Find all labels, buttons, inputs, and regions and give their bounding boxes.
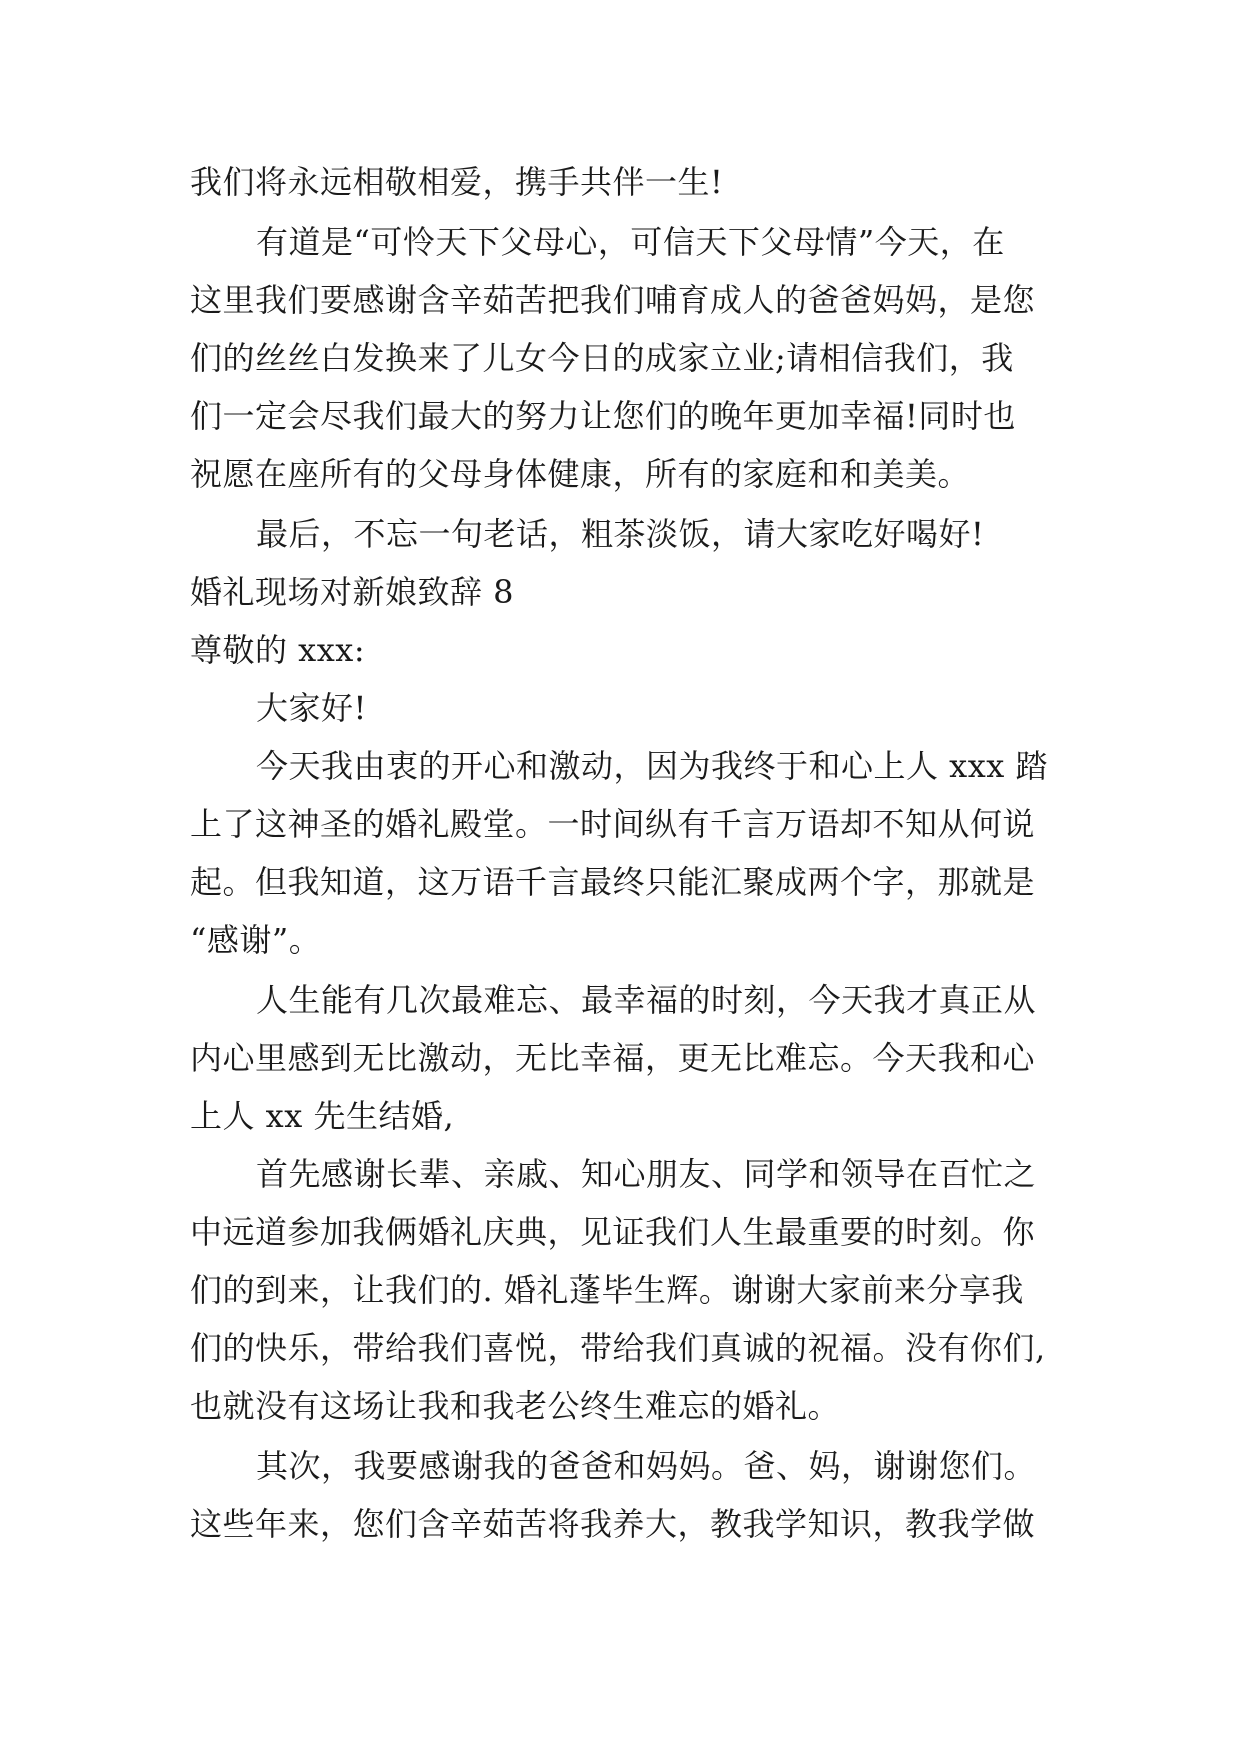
paragraph-first-line: 有道是“可怜天下父母心，可信天下父母情”今天，在: [256, 223, 1005, 261]
text-line: 这里我们要感谢含辛茹苦把我们哺育成人的爸爸妈妈，是您: [190, 281, 1036, 319]
text-line: 起。但我知道，这万语千言最终只能汇聚成两个字，那就是: [190, 863, 1036, 901]
greeting: 大家好!: [256, 689, 367, 727]
paragraph-first-line: 其次，我要感谢我的爸爸和妈妈。爸、妈，谢谢您们。: [256, 1447, 1037, 1485]
paragraph-first-line: 最后，不忘一句老话，粗茶淡饭，请大家吃好喝好!: [256, 515, 985, 553]
text-line: 中远道参加我俩婚礼庆典，见证我们人生最重要的时刻。你: [190, 1213, 1036, 1251]
text-line: 这些年来，您们含辛茹苦将我养大，教我学知识，教我学做: [190, 1505, 1036, 1543]
text-line: 们一定会尽我们最大的努力让您们的晚年更加幸福!同时也: [190, 397, 1016, 435]
text-line: 们的到来，让我们的. 婚礼蓬毕生辉。谢谢大家前来分享我: [190, 1271, 1024, 1309]
text-line: 们的快乐，带给我们喜悦，带给我们真诚的祝福。没有你们,: [190, 1329, 1046, 1367]
text-line: 们的丝丝白发换来了儿女今日的成家立业;请相信我们，我: [190, 339, 1014, 377]
text-line: 我们将永远相敬相爱，携手共伴一生!: [190, 163, 724, 201]
text-line: 上了这神圣的婚礼殿堂。一时间纵有千言万语却不知从何说: [190, 805, 1036, 843]
salutation: 尊敬的 xxx:: [190, 631, 366, 669]
paragraph-first-line: 人生能有几次最难忘、最幸福的时刻，今天我才真正从: [256, 981, 1037, 1019]
text-line: 祝愿在座所有的父母身体健康，所有的家庭和和美美。: [190, 455, 971, 493]
paragraph-first-line: 今天我由衷的开心和激动，因为我终于和心上人 xxx 踏: [256, 747, 1048, 785]
text-line: 也就没有这场让我和我老公终生难忘的婚礼。: [190, 1387, 841, 1425]
text-line: 内心里感到无比激动，无比幸福，更无比难忘。今天我和心: [190, 1039, 1036, 1077]
section-heading: 婚礼现场对新娘致辞 8: [190, 573, 515, 611]
text-line: “感谢”。: [190, 921, 322, 959]
paragraph-first-line: 首先感谢长辈、亲戚、知心朋友、同学和领导在百忙之: [256, 1155, 1037, 1193]
text-line: 上人 xx 先生结婚,: [190, 1097, 455, 1135]
